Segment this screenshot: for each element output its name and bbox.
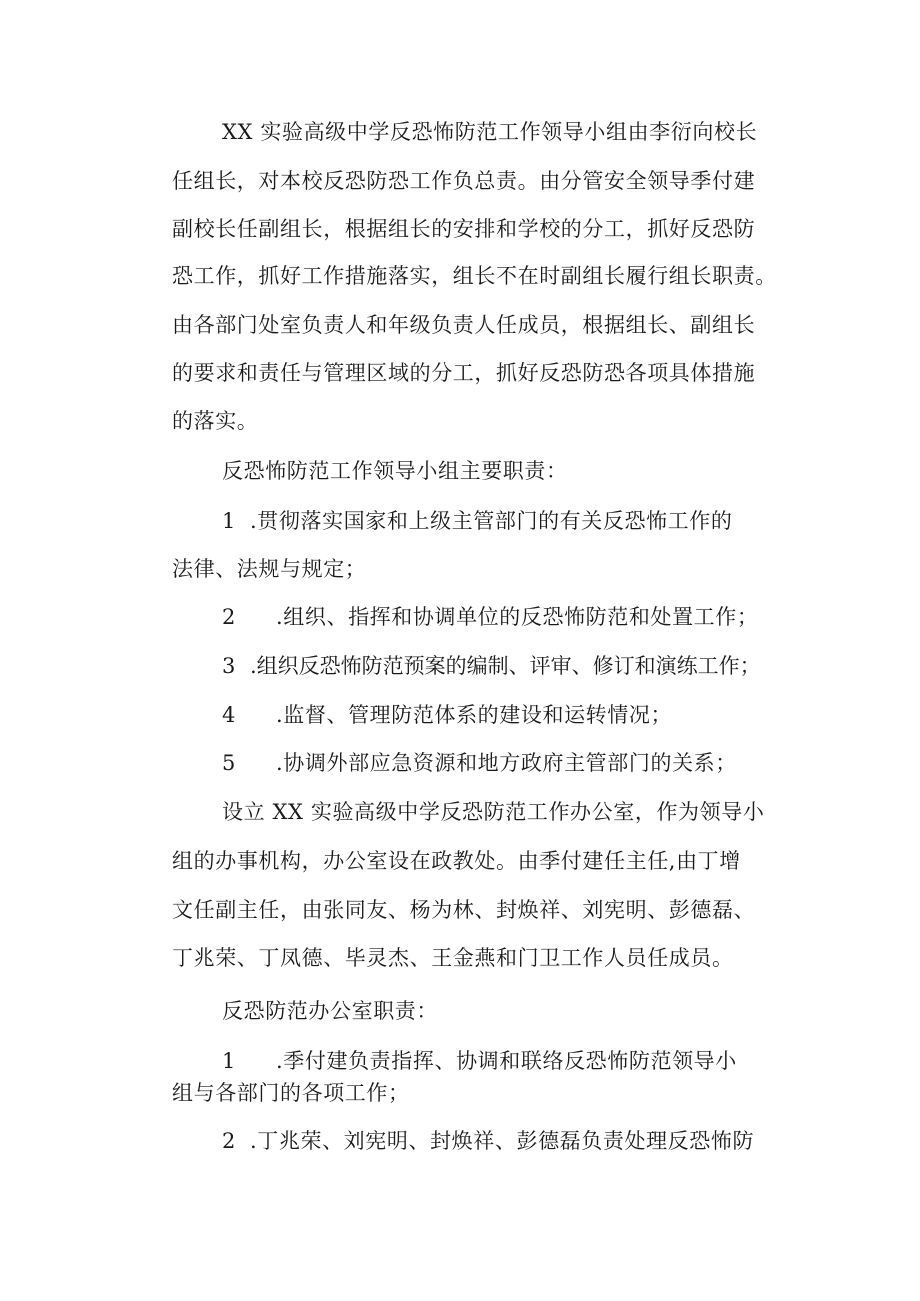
paragraph-line: 的要求和责任与管理区域的分工，抓好反恐防恐各项具体措施 bbox=[172, 361, 756, 385]
list-number: 2 bbox=[222, 1129, 236, 1153]
paragraph-line: 组的办事机构，办公室设在政教处。由季付建任主任,由丁增 bbox=[172, 849, 741, 873]
paragraph-line: 丁兆荣、丁凤德、毕灵杰、王金燕和门卫工作人员任成员。 bbox=[172, 946, 734, 970]
list-item-text: .丁兆荣、刘宪明、封焕祥、彭德磊负责处理反恐怖防 bbox=[250, 1129, 755, 1153]
list-number: 4 bbox=[222, 703, 236, 727]
paragraph-line: 恐工作，抓好工作措施落实，组长不在时副组长履行组长职责。 bbox=[172, 264, 777, 288]
list-item-text: .协调外部应急资源和地方政府主管部门的关系； bbox=[276, 751, 737, 775]
paragraph-line: 文任副主任，由张同友、杨为林、封焕祥、刘宪明、彭德磊、 bbox=[172, 898, 756, 922]
section-heading: 反恐怖防范工作领导小组主要职责： bbox=[222, 459, 568, 483]
list-item-text: .组织、指挥和协调单位的反恐怖防范和处置工作； bbox=[276, 605, 759, 629]
list-number: 5 bbox=[222, 751, 236, 775]
list-item-text: .监督、管理防范体系的建设和运转情况； bbox=[276, 703, 673, 727]
list-number: 1 bbox=[222, 509, 236, 533]
list-item-text: .组织反恐怖防范预案的编制、评审、修订和演练工作； bbox=[250, 654, 761, 678]
list-item-text: 法律、法规与规定； bbox=[172, 557, 367, 581]
paragraph-line: 任组长，对本校反恐防恐工作负总责。由分管安全领导季付建 bbox=[172, 169, 756, 193]
list-item-text: .贯彻落实国家和上级主管部门的有关反恐怖工作的 bbox=[250, 509, 733, 533]
section-heading: 反恐防范办公室职责： bbox=[222, 999, 438, 1023]
list-number: 3 bbox=[222, 654, 236, 678]
list-number: 1 bbox=[222, 1049, 236, 1073]
list-item-text: .季付建负责指挥、协调和联络反恐怖防范领导小 bbox=[276, 1049, 737, 1073]
paragraph-line: 由各部门处室负责人和年级负责人任成员，根据组长、副组长 bbox=[172, 313, 756, 337]
paragraph-line: 设立 XX 实验高级中学反恐防范工作办公室，作为领导小 bbox=[222, 800, 765, 824]
paragraph-line: XX 实验高级中学反恐怖防范工作领导小组由李衍向校长 bbox=[222, 120, 758, 144]
list-number: 2 bbox=[222, 605, 236, 629]
paragraph-line: 副校长任副组长，根据组长的安排和学校的分工，抓好反恐防 bbox=[172, 217, 756, 241]
paragraph-line: 的落实。 bbox=[172, 409, 259, 433]
list-item-text: 组与各部门的各项工作； bbox=[172, 1081, 410, 1105]
